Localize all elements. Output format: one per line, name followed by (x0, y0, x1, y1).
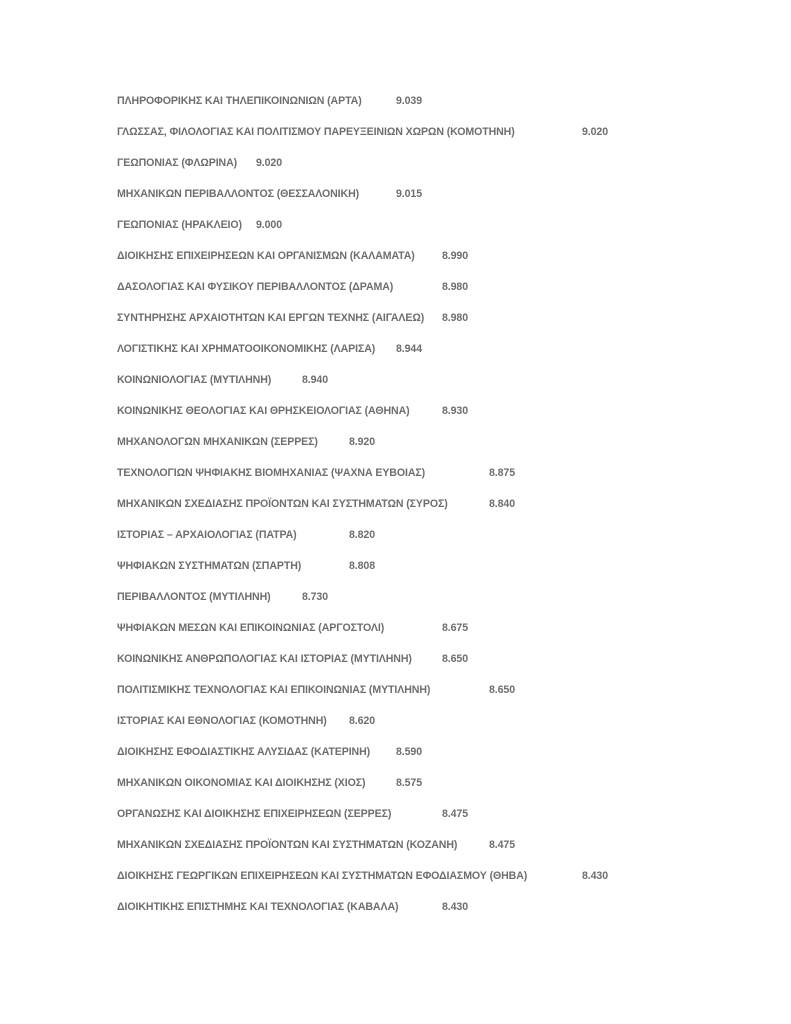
department-score: 8.590 (396, 746, 423, 758)
department-score: 9.000 (256, 219, 283, 231)
department-score: 8.430 (442, 901, 469, 913)
department-name: ΙΣΤΟΡΙΑΣ – ΑΡΧΑΙΟΛΟΓΙΑΣ (ΠΑΤΡΑ) (117, 529, 297, 541)
department-score: 8.940 (302, 374, 329, 386)
department-score: 8.620 (349, 715, 376, 727)
department-score: 8.475 (442, 808, 469, 820)
department-name: ΜΗΧΑΝΙΚΩΝ ΣΧΕΔΙΑΣΗΣ ΠΡΟΪΟΝΤΩΝ ΚΑΙ ΣΥΣΤΗΜΑΤΩΝ (ΣΥΡΟΣ) (117, 498, 448, 510)
department-score: 8.980 (442, 312, 469, 324)
department-score: 9.015 (396, 188, 423, 200)
department-name: ΔΙΟΙΚΗΣΗΣ ΕΦΟΔΙΑΣΤΙΚΗΣ ΑΛΥΣΙΔΑΣ (ΚΑΤΕΡΙΝΗ) (117, 746, 371, 758)
department-score: 8.475 (489, 839, 516, 851)
department-name: ΚΟΙΝΩΝΙΚΗΣ ΘΕΟΛΟΓΙΑΣ ΚΑΙ ΘΡΗΣΚΕΙΟΛΟΓΙΑΣ (ΑΘΗΝΑ) (117, 405, 410, 417)
department-score: 9.020 (582, 126, 609, 138)
department-name: ΜΗΧΑΝΙΚΩΝ ΣΧΕΔΙΑΣΗΣ ΠΡΟΪΟΝΤΩΝ ΚΑΙ ΣΥΣΤΗΜΑΤΩΝ (ΚΟΖΑΝΗ) (117, 839, 458, 851)
department-name: ΔΙΟΙΚΗΣΗΣ ΓΕΩΡΓΙΚΩΝ ΕΠΙΧΕΙΡΗΣΕΩΝ ΚΑΙ ΣΥΣΤΗΜΑΤΩΝ ΕΦΟΔΙΑΣΜΟΥ (ΘΗΒΑ) (117, 870, 528, 882)
department-name: ΨΗΦΙΑΚΩΝ ΜΕΣΩΝ ΚΑΙ ΕΠΙΚΟΙΝΩΝΙΑΣ (ΑΡΓΟΣΤΟΛΙ) (117, 622, 385, 634)
department-name: ΣΥΝΤΗΡΗΣΗΣ ΑΡΧΑΙΟΤΗΤΩΝ ΚΑΙ ΕΡΓΩΝ ΤΕΧΝΗΣ (ΑΙΓΑΛΕΩ) (117, 312, 425, 324)
department-score: 9.039 (396, 95, 423, 107)
department-name: ΙΣΤΟΡΙΑΣ ΚΑΙ ΕΘΝΟΛΟΓΙΑΣ (ΚΟΜΟΤΗΝΗ) (117, 715, 327, 727)
department-name: ΛΟΓΙΣΤΙΚΗΣ ΚΑΙ ΧΡΗΜΑΤΟΟΙΚΟΝΟΜΙΚΗΣ (ΛΑΡΙΣΑ) (117, 343, 376, 355)
department-name: ΨΗΦΙΑΚΩΝ ΣΥΣΤΗΜΑΤΩΝ (ΣΠΑΡΤΗ) (117, 560, 302, 572)
department-name: ΜΗΧΑΝΙΚΩΝ ΟΙΚΟΝΟΜΙΑΣ ΚΑΙ ΔΙΟΙΚΗΣΗΣ (ΧΙΟΣ) (117, 777, 366, 789)
department-name: ΟΡΓΑΝΩΣΗΣ ΚΑΙ ΔΙΟΙΚΗΣΗΣ ΕΠΙΧΕΙΡΗΣΕΩΝ (ΣΕΡΡΕΣ) (117, 808, 392, 820)
department-name: ΚΟΙΝΩΝΙΚΗΣ ΑΝΘΡΩΠΟΛΟΓΙΑΣ ΚΑΙ ΙΣΤΟΡΙΑΣ (ΜΥΤΙΛΗΝΗ) (117, 653, 412, 665)
department-score: 8.650 (442, 653, 469, 665)
department-name: ΤΕΧΝΟΛΟΓΙΩΝ ΨΗΦΙΑΚΗΣ ΒΙΟΜΗΧΑΝΙΑΣ (ΨΑΧΝΑ ΕΥΒΟΙΑΣ) (117, 467, 426, 479)
department-score: 8.675 (442, 622, 469, 634)
department-score: 8.650 (489, 684, 516, 696)
department-score: 8.820 (349, 529, 376, 541)
department-name: ΜΗΧΑΝΟΛΟΓΩΝ ΜΗΧΑΝΙΚΩΝ (ΣΕΡΡΕΣ) (117, 436, 318, 448)
department-score: 8.990 (442, 250, 469, 262)
department-name: ΜΗΧΑΝΙΚΩΝ ΠΕΡΙΒΑΛΛΟΝΤΟΣ (ΘΕΣΣΑΛΟΝΙΚΗ) (117, 188, 360, 200)
department-name: ΓΕΩΠΟΝΙΑΣ (ΗΡΑΚΛΕΙΟ) (117, 219, 242, 231)
department-score: 8.840 (489, 498, 516, 510)
department-score: 8.920 (349, 436, 376, 448)
department-name: ΔΙΟΙΚΗΣΗΣ ΕΠΙΧΕΙΡΗΣΕΩΝ ΚΑΙ ΟΡΓΑΝΙΣΜΩΝ (ΚΑΛΑΜΑΤΑ) (117, 250, 415, 262)
department-name: ΠΕΡΙΒΑΛΛΟΝΤΟΣ (ΜΥΤΙΛΗΝΗ) (117, 591, 271, 603)
department-score: 8.980 (442, 281, 469, 293)
department-score: 8.930 (442, 405, 469, 417)
department-name: ΠΛΗΡΟΦΟΡΙΚΗΣ ΚΑΙ ΤΗΛΕΠΙΚΟΙΝΩΝΙΩΝ (ΑΡΤΑ) (117, 95, 362, 107)
department-score: 8.808 (349, 560, 376, 572)
department-score: 8.875 (489, 467, 516, 479)
department-name: ΓΛΩΣΣΑΣ, ΦΙΛΟΛΟΓΙΑΣ ΚΑΙ ΠΟΛΙΤΙΣΜΟΥ ΠΑΡΕΥΞΕΙΝΙΩΝ ΧΩΡΩΝ (ΚΟΜΟΤΗΝΗ) (117, 126, 515, 138)
department-score: 8.730 (302, 591, 329, 603)
department-score: 8.944 (396, 343, 423, 355)
department-score: 8.575 (396, 777, 423, 789)
department-name: ΠΟΛΙΤΙΣΜΙΚΗΣ ΤΕΧΝΟΛΟΓΙΑΣ ΚΑΙ ΕΠΙΚΟΙΝΩΝΙΑΣ (ΜΥΤΙΛΗΝΗ) (117, 684, 431, 696)
department-name: ΚΟΙΝΩΝΙΟΛΟΓΙΑΣ (ΜΥΤΙΛΗΝΗ) (117, 374, 272, 386)
department-name: ΔΙΟΙΚΗΤΙΚΗΣ ΕΠΙΣΤΗΜΗΣ ΚΑΙ ΤΕΧΝΟΛΟΓΙΑΣ (ΚΑΒΑΛΑ) (117, 901, 399, 913)
department-score: 8.430 (582, 870, 609, 882)
department-name: ΔΑΣΟΛΟΓΙΑΣ ΚΑΙ ΦΥΣΙΚΟΥ ΠΕΡΙΒΑΛΛΟΝΤΟΣ (ΔΡΑΜΑ) (117, 281, 394, 293)
department-name: ΓΕΩΠΟΝΙΑΣ (ΦΛΩΡΙΝΑ) (117, 157, 238, 169)
department-score: 9.020 (256, 157, 283, 169)
